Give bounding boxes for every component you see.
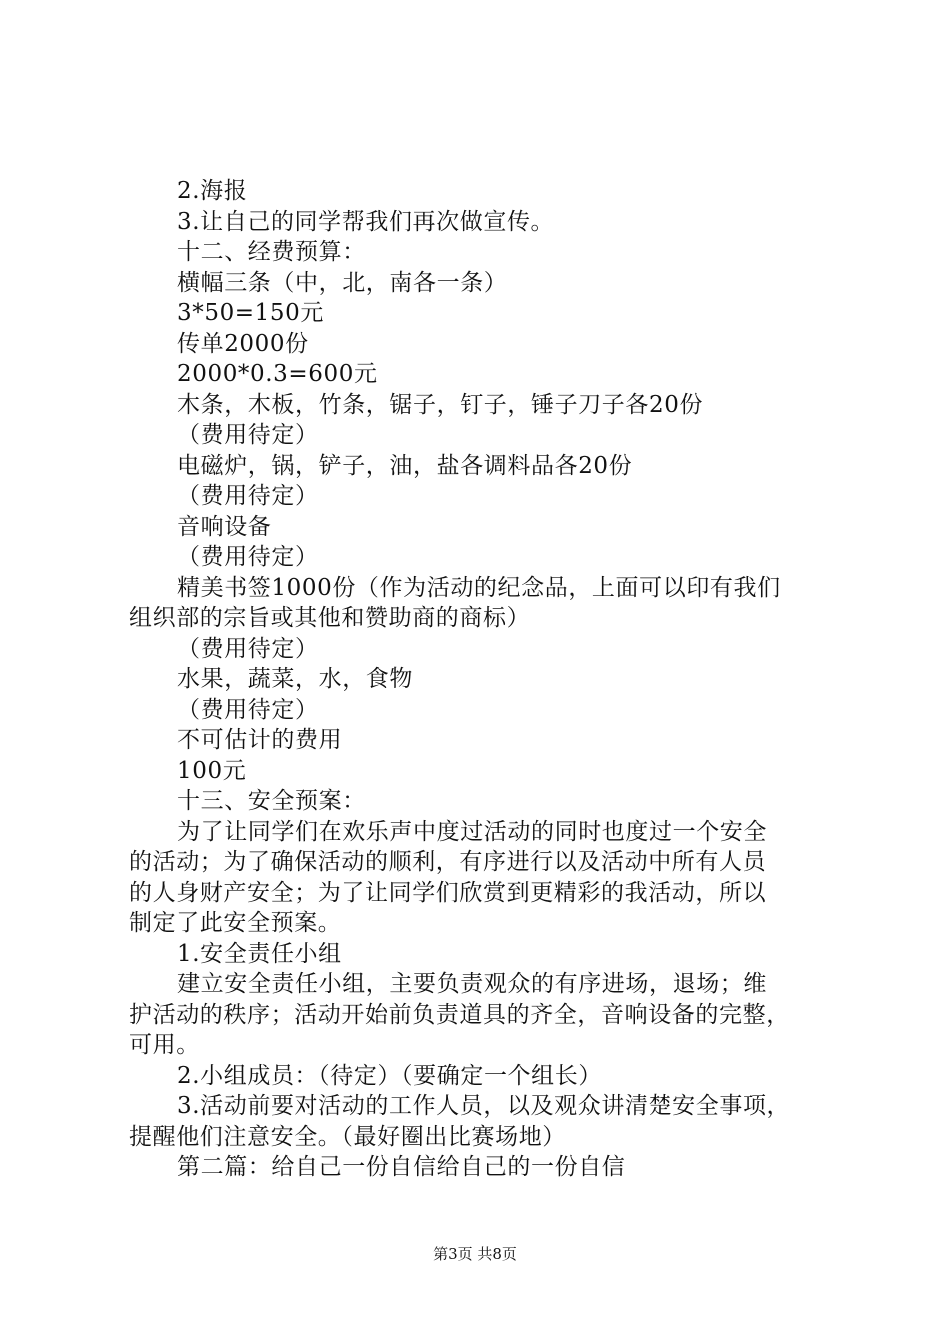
- page-footer: 第3页 共8页: [433, 1245, 517, 1263]
- text-line: 不可估计的费用: [177, 727, 343, 753]
- text-line: 3.活动前要对活动的工作人员，以及观众讲清楚安全事项，: [177, 1093, 791, 1119]
- text-line: 2.小组成员：（待定）（要确定一个组长）: [177, 1062, 602, 1089]
- text-line: 3.让自己的同学帮我们再次做宣传。: [177, 208, 555, 235]
- text-line: （费用待定）: [177, 422, 319, 448]
- text-line: 3*50=150元: [177, 300, 324, 326]
- text-line: 水果，蔬菜，水，食物: [177, 666, 413, 692]
- text-line: 十二、经费预算：: [177, 239, 366, 265]
- text-line: 制定了此安全预案。: [129, 910, 342, 936]
- text-line: 2000*0.3=600元: [177, 361, 378, 387]
- text-line: （费用待定）: [177, 696, 319, 723]
- text-line: 的活动；为了确保活动的顺利，有序进行以及活动中所有人员: [129, 849, 767, 875]
- document-body: [129, 176, 841, 1183]
- text-line: （费用待定）: [177, 635, 319, 662]
- text-line: （费用待定）: [177, 483, 319, 509]
- text-line: 十三、安全预案：: [177, 788, 366, 814]
- text-line: 可用。: [129, 1032, 200, 1058]
- text-line: 护活动的秩序；活动开始前负责道具的齐全，音响设备的完整，: [129, 1001, 790, 1028]
- text-line: 的人身财产安全；为了让同学们欣赏到更精彩的我活动，所以: [129, 879, 767, 906]
- text-line: 传单2000份: [177, 330, 309, 357]
- text-line: 提醒他们注意安全。（最好圈出比赛场地）: [129, 1123, 566, 1150]
- text-line: 横幅三条（中，北，南各一条）: [177, 269, 508, 296]
- text-line: 为了让同学们在欢乐声中度过活动的同时也度过一个安全: [177, 818, 767, 845]
- text-line: 建立安全责任小组，主要负责观众的有序进场，退场；维: [177, 971, 767, 997]
- text-line: 精美书签1000份（作为活动的纪念品，上面可以印有我们: [177, 574, 781, 601]
- text-line: 2.海报: [177, 178, 248, 204]
- text-line: 第二篇：给自己一份自信给自己的一份自信: [177, 1154, 626, 1180]
- text-line: 电磁炉，锅，铲子，油，盐各调料品各20份: [177, 452, 633, 479]
- text-line: （费用待定）: [177, 544, 319, 570]
- text-line: 1.安全责任小组: [177, 940, 342, 967]
- text-line: 100元: [177, 757, 247, 784]
- text-line: 音响设备: [177, 513, 272, 540]
- text-line: 组织部的宗旨或其他和赞助商的商标）: [129, 605, 531, 631]
- text-line: 木条，木板，竹条，锯子，钉子，锤子刀子各20份: [177, 391, 704, 418]
